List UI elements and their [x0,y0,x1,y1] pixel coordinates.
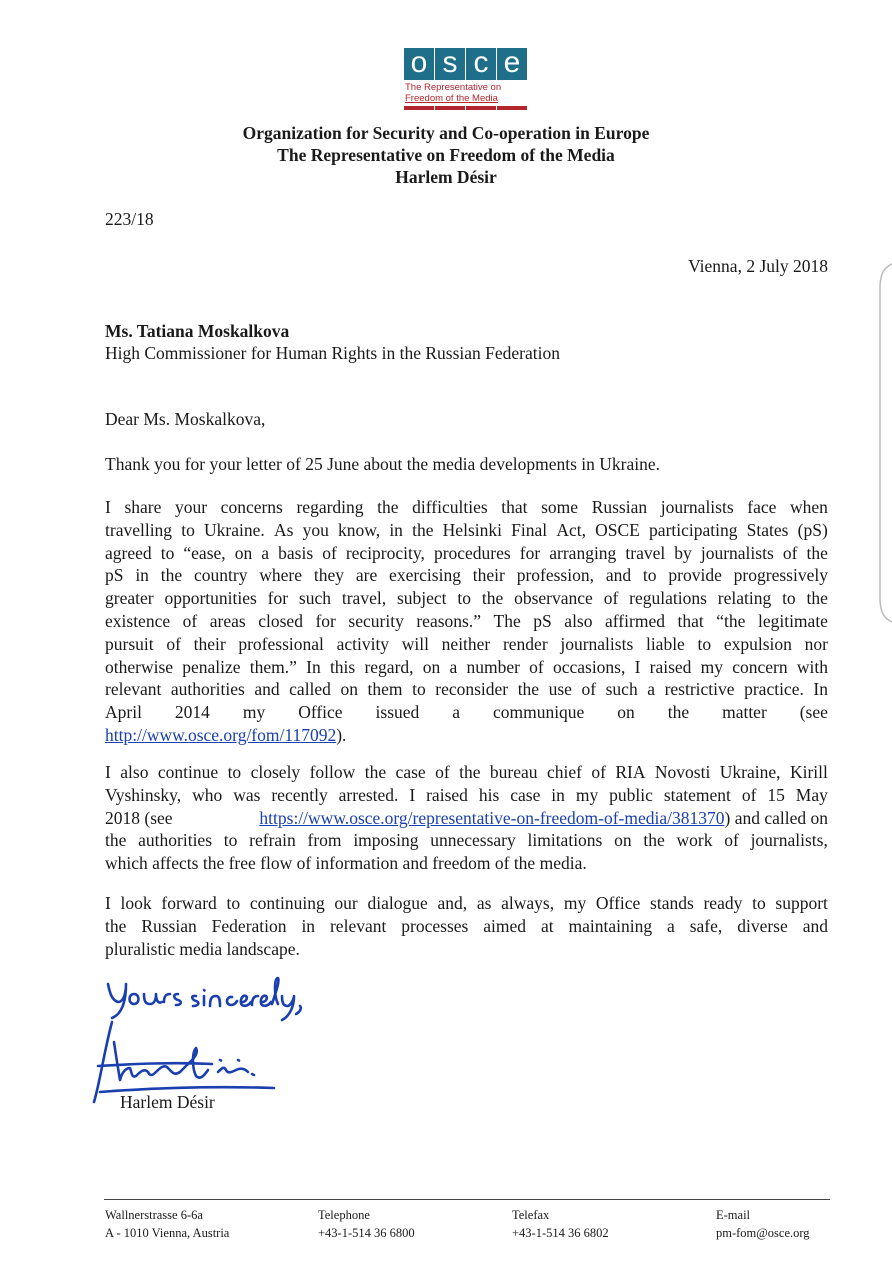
handwritten-signature [92,972,322,1107]
word: Ukraine. [204,519,265,540]
word: of [581,679,597,700]
footer-telefax-number: +43-1-514 36 6802 [512,1226,609,1240]
word: regard, [364,656,414,677]
osce-logo [404,48,528,110]
footer-email [716,1206,810,1242]
word: look [120,893,152,913]
statement-link[interactable]: https://www.osce.org/representative-on-freedom-of-media/381370 [259,807,725,828]
word: journalists [660,497,734,517]
word: otherwise [105,656,174,677]
word: the [459,762,481,782]
word: to [160,542,175,563]
word: the [377,497,399,517]
org-name: Organization for Security and Co-operation in Europe [242,123,650,143]
word: public [609,784,653,805]
word: unnecessary [430,830,516,851]
word: In [813,679,828,700]
word: existence [105,610,171,631]
letter-date: Vienna, 2 July 2018 [688,256,828,276]
word: maintaining [568,915,653,936]
reference-number: 223/18 [105,209,154,229]
word: agreed [105,542,152,563]
word: to [227,762,242,782]
word: regulations [629,588,707,609]
recipient-title: High Commissioner for Human Rights in the Russian Federation [105,343,560,363]
word: arranging [549,542,617,563]
word: areas [209,610,246,631]
word: the [160,565,183,586]
word: stands [650,893,694,913]
word: subject [396,588,447,609]
office-name: The Representative on Freedom of the Media [277,145,615,165]
word: liable [645,633,685,654]
word: greater [105,588,154,609]
word: case [395,762,426,782]
word: Final [511,519,548,540]
word: I [634,656,641,677]
word: 2014 [174,702,210,723]
scan-edge-artifact [870,258,892,628]
word: the [806,588,828,609]
paragraph-closing [105,892,828,960]
word: use [548,679,572,700]
word: relevant [105,679,162,700]
paragraph-line [105,542,828,565]
word: travelling [105,519,173,540]
representative-name: Harlem Désir [395,167,497,187]
word: expulsion [723,633,792,654]
word: as [476,893,492,913]
word: matter [722,702,767,723]
word: OSCE [595,519,640,540]
paragraph-line [105,564,828,587]
word: neither [441,633,491,654]
footer-address-line2: A - 1010 Vienna, Austria [105,1226,230,1240]
paragraph-line [105,892,828,915]
recipient-name: Ms. Tatiana Moskalkova [105,321,290,341]
word: their [472,565,505,586]
word: by [674,542,692,563]
word: to [642,565,657,586]
word: to [223,830,238,851]
word: the [517,679,540,700]
word: to [752,893,766,913]
word: statement [663,784,731,805]
word: them.” [249,656,297,677]
word: follow [309,762,356,782]
logo-letters [404,48,528,80]
word: a [667,915,675,936]
word: when [790,497,828,517]
logo-bars [404,106,528,110]
logo-letter-o: o [404,48,434,80]
word: such [298,588,331,609]
word: occasions, [552,656,626,677]
word: relating [717,588,772,609]
word: Novosti [654,762,711,782]
word: exercising [389,565,461,586]
paragraph-concerns [105,496,828,747]
word: journalists [700,542,774,563]
word: in [135,565,149,586]
word: some [541,497,579,517]
word: my [563,893,587,913]
footer-email-address[interactable]: pm-fom@osce.org [716,1226,810,1240]
word: As [273,519,294,540]
word: the [806,542,828,563]
word: (see [799,702,828,723]
footer-telephone-number: +43-1-514 36 6800 [318,1226,415,1240]
word: a [647,679,656,700]
word: closely [250,762,301,782]
word: from [307,830,342,851]
word: reconsider [435,679,509,700]
word: of [591,762,606,782]
word: continuing [249,893,325,913]
word: States [746,519,789,540]
word: authorities [138,830,213,851]
word: opportunities [164,588,257,609]
word: 15 [767,784,785,805]
word: in [301,915,316,936]
word: authorities [170,679,245,700]
logo-bar [466,106,496,110]
word: closed [258,610,303,631]
word: nor [804,633,828,654]
salutation: Dear Ms. Moskalkova, [105,409,266,429]
word: the [481,588,504,609]
paragraph-line [105,829,828,852]
word: a [452,702,460,723]
word: on [614,830,632,851]
word: on [422,656,441,677]
word: face [747,497,777,517]
word: country [193,565,248,586]
word: and, [437,893,468,913]
word: such [605,679,638,700]
word: of [724,830,739,851]
logo-bar [404,106,434,110]
word: the [667,702,690,723]
footer-divider [104,1199,830,1200]
word: profession, [516,565,594,586]
word: our [334,893,358,913]
word: my [242,702,266,723]
footer-telephone-label: Telephone [318,1208,370,1222]
paragraph-line [105,852,828,875]
word: to [782,588,796,609]
word: they [313,565,345,586]
paragraph-line [105,938,828,961]
word: to [457,588,471,609]
word: work [676,830,713,851]
word: on [340,679,358,700]
word: travel [625,542,666,563]
word: the [105,915,127,936]
word: them [367,679,403,700]
paragraph-line [105,587,828,610]
word: know, [338,519,381,540]
word: reciprocity, [345,542,425,563]
word: the [105,830,127,851]
word: that [501,497,528,517]
word: this [329,656,356,677]
word: your [174,497,208,517]
word: on [617,702,635,723]
footer-telefax [512,1206,609,1242]
link-suffix: ). [336,724,347,745]
word: was [233,784,261,805]
word: “the [716,610,746,631]
word: practice. [744,679,804,700]
word: limitations [527,830,603,851]
word: provide [668,565,722,586]
word: on [234,542,253,563]
word: safe, [689,915,723,936]
word: also [120,762,149,782]
word: forward [161,893,217,913]
word: Federation [211,915,287,936]
footer-address [105,1206,229,1242]
word: to [226,893,241,913]
word: a [449,656,458,677]
word: aimed [483,915,527,936]
paragraph-line [105,915,828,938]
word: number [466,656,520,677]
word: activity [336,633,390,654]
word: Russian [141,915,197,936]
word: are [355,565,378,586]
logo-letter-c: c [466,48,496,80]
word: you [302,519,329,540]
word: of [782,542,798,563]
word: my [700,656,724,677]
word: journalists [560,633,634,654]
word: I [105,762,111,782]
word: Helsinki [442,519,502,540]
paragraph-line [105,678,828,701]
word: to [181,519,195,540]
logo-subtitle-line2: Freedom of the Media [405,93,498,104]
word: pS [533,610,552,631]
word: arrested. [338,784,399,805]
word: regarding [296,497,364,517]
logo-letter-e: e [497,48,527,80]
word: affirmed [605,610,665,631]
word: ready [703,893,743,913]
paragraph-line [105,633,828,656]
word: support [775,893,828,913]
word: issued [375,702,420,723]
word: always, [501,893,555,913]
word: May [795,784,828,805]
word: basis [278,542,314,563]
word: at [540,915,554,936]
logo-bar [497,106,527,110]
line-text: which affects the free flow of information and freedom of the media. [105,853,587,874]
word: diverse [737,915,788,936]
word: in [551,784,565,805]
word: who [192,784,223,805]
paragraph-line [105,724,828,747]
word: Kirill [789,762,828,782]
paragraph-line [105,610,828,633]
word: and [254,679,280,700]
paragraph-line [105,656,828,679]
paragraph-thanks: Thank you for your letter of 25 June about the media developments in Ukraine. [105,454,660,474]
footer-telephone [318,1206,415,1242]
word: Russian [591,497,648,517]
word: chief [546,762,582,782]
word: penalize [182,656,241,677]
logo-subtitle [404,82,528,104]
word: journalists, [750,830,828,851]
word: their [193,633,226,654]
word: and [605,565,632,586]
word: of [529,656,544,677]
word: I [105,893,111,913]
paragraph-line [105,701,828,724]
word: progressively [733,565,828,586]
word: called [289,679,331,700]
word: pursuit [105,633,154,654]
word: legitimate [757,610,828,631]
word: case [510,784,541,805]
word: of [741,784,757,805]
word: raised [426,784,468,805]
word: to [412,679,426,700]
word: the [643,830,665,851]
word: reasons.” [416,610,481,631]
word: also [564,610,593,631]
word: communique [492,702,585,723]
word: Act, [556,519,586,540]
word: April [105,702,142,723]
word: and [802,915,828,936]
word: RIA [615,762,646,782]
word: bureau [489,762,538,782]
word: concerns [220,497,283,517]
word: Vyshinsky, [105,784,182,805]
paragraph-vyshinsky [105,761,828,875]
word: difficulties [412,497,488,517]
word: a [261,542,270,563]
logo-letter-s: s [435,48,465,80]
word: Ukraine, [719,762,781,782]
word: recently [271,784,328,805]
word: my [575,784,599,805]
word: “ease, [183,542,226,563]
signer-name: Harlem Désir [120,1092,215,1112]
word: professional [238,633,324,654]
word: of [603,588,619,609]
word: his [478,784,500,805]
paragraph-line [105,807,828,830]
logo-bar [435,106,465,110]
word: to [697,633,712,654]
paragraph-line [105,761,828,784]
paragraph-line [105,496,828,519]
word: participating [649,519,738,540]
word: for [267,588,289,609]
word: of [322,542,337,563]
word: observance [514,588,593,609]
word: processes [401,915,469,936]
line-text: pluralistic media landscape. [105,938,300,959]
line-prefix: 2018 (see [105,807,173,828]
word: Office [595,893,641,913]
footer-telefax-label: Telefax [512,1208,550,1222]
word: for [519,542,541,563]
word: travel, [341,588,387,609]
word: that [677,610,704,631]
paragraph-line [105,519,828,542]
word: of [166,633,181,654]
word: imposing [353,830,419,851]
line-suffix: ) and called on [724,807,828,828]
word: procedures [433,542,511,563]
word: dialogue [367,893,428,913]
word: raised [649,656,692,677]
word: relevant [329,915,387,936]
word: the [364,762,387,782]
word: restrictive [664,679,735,700]
word: will [401,633,429,654]
word: for [315,610,336,631]
logo-subtitle-line1: The Representative on [405,82,502,93]
word: share [124,497,162,517]
word: with [796,656,828,677]
word: security [348,610,404,631]
word: Office [298,702,343,723]
footer-email-label: E-mail [716,1208,751,1222]
word: where [259,565,303,586]
word: of [182,610,198,631]
word: refrain [249,830,296,851]
word: pS [105,565,124,586]
footer-address-line1: Wallnerstrasse 6-6a [105,1208,203,1222]
communique-link[interactable]: http://www.osce.org/fom/117092 [105,724,337,745]
word: render [502,633,548,654]
word: In [306,656,321,677]
word: the [412,519,434,540]
word: (pS) [797,519,828,540]
word: The [493,610,521,631]
word: continue [157,762,219,782]
organization-header [0,122,892,188]
word: concern [732,656,788,677]
word: in [389,519,403,540]
word: I [409,784,416,805]
paragraph-line [105,784,828,807]
word: I [105,497,111,517]
word: of [435,762,450,782]
